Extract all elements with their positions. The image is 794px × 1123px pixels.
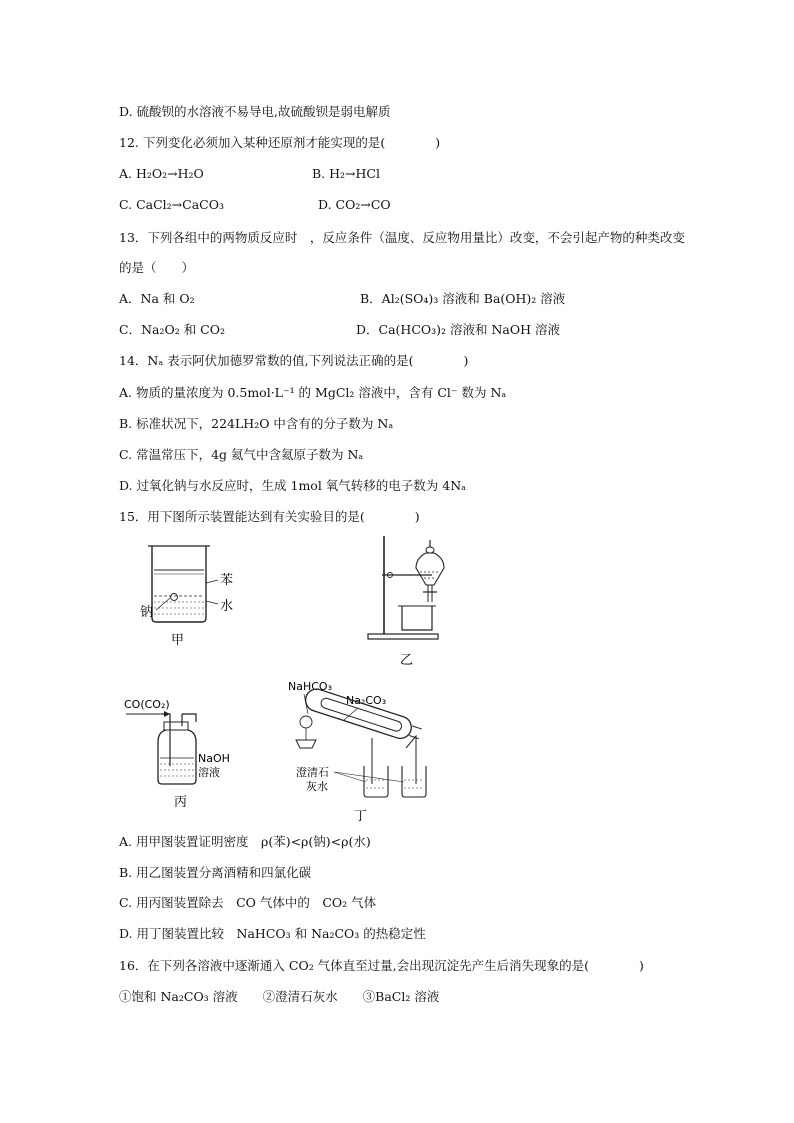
line-q12: 12. 下列变化必须加入某种还原剂才能实现的是( ): [119, 135, 441, 150]
line-q14b: B. 标准状况下，224LH₂O 中含有的分子数为 Nₐ: [119, 416, 394, 431]
line-q12a: A. H₂O₂→H₂O: [119, 166, 204, 181]
line-q14d: D. 过氧化钠与水反应时，生成 1mol 氧气转移的电子数为 4Nₐ: [119, 478, 466, 493]
label-na2co3: Na₂CO₃: [346, 694, 387, 707]
line-q16-options: ①饱和 Na₂CO₃ 溶液 ②澄清石灰水 ③BaCl₂ 溶液: [119, 989, 440, 1004]
label-sodium: 钠: [140, 605, 154, 620]
figure-ding: [278, 676, 438, 826]
line-q15b: B. 用乙图装置分离酒精和四氯化碳: [119, 865, 312, 880]
figure-bing: [122, 696, 242, 812]
line-q13d: D．Ca(HCO₃)₂ 溶液和 NaOH 溶液: [356, 322, 560, 337]
label-limewater-2: 灰水: [306, 780, 328, 793]
line-q12d: D. CO₂→CO: [318, 197, 391, 212]
figure-jia: [140, 538, 260, 653]
line-q15: 15．用下图所示装置能达到有关实验目的是( ): [119, 509, 420, 524]
caption-jia: 甲: [171, 633, 185, 648]
line-q12c: C. CaCl₂→CaCO₃: [119, 197, 224, 212]
figure-yi: [360, 530, 470, 670]
line-q15d: D. 用丁图装置比较 NaHCO₃ 和 Na₂CO₃ 的热稳定性: [119, 926, 426, 941]
line-q14c: C. 常温常压下，4g 氦气中含氦原子数为 Nₐ: [119, 447, 364, 462]
label-solution: 溶液: [198, 766, 220, 779]
line-q16: 16．在下列各溶液中逐渐通入 CO₂ 气体直至过量,会出现沉淀先产生后消失现象的是( ): [119, 958, 644, 973]
line-q13-cont: 的是（ ）: [119, 260, 195, 275]
line-q13b: B．Al₂(SO₄)₃ 溶液和 Ba(OH)₂ 溶液: [360, 291, 566, 306]
line-q13c: C．Na₂O₂ 和 CO₂: [119, 322, 225, 337]
label-limewater-1: 澄清石: [296, 766, 329, 779]
label-nahco3: NaHCO₃: [288, 680, 332, 693]
line-q13a: A．Na 和 O₂: [119, 291, 195, 306]
line-q11d: D. 硫酸钡的水溶液不易导电,故硫酸钡是弱电解质: [119, 104, 391, 119]
line-q15c: C. 用丙图装置除去 CO 气体中的 CO₂ 气体: [119, 895, 377, 910]
line-q15a: A. 用甲图装置证明密度 ρ(苯)<ρ(钠)<ρ(水): [119, 834, 371, 849]
caption-yi: 乙: [400, 653, 414, 668]
label-water: 水: [220, 599, 234, 614]
line-q14a: A. 物质的量浓度为 0.5mol·L⁻¹ 的 MgCl₂ 溶液中，含有 Cl⁻ 数为 Nₐ: [119, 385, 507, 400]
label-gas: CO(CO₂): [124, 698, 170, 711]
line-q14: 14．Nₐ 表示阿伏加德罗常数的值,下列说法正确的是( ): [119, 353, 469, 368]
caption-ding: 丁: [354, 809, 368, 824]
label-benzene: 苯: [220, 573, 234, 588]
caption-bing: 丙: [174, 795, 188, 810]
line-q12b: B. H₂→HCl: [312, 166, 380, 181]
line-q13: 13．下列各组中的两物质反应时 ，反应条件（温度、反应物用量比）改变，不会引起产物的种类改变: [119, 230, 685, 245]
label-naoh: NaOH: [198, 752, 230, 765]
